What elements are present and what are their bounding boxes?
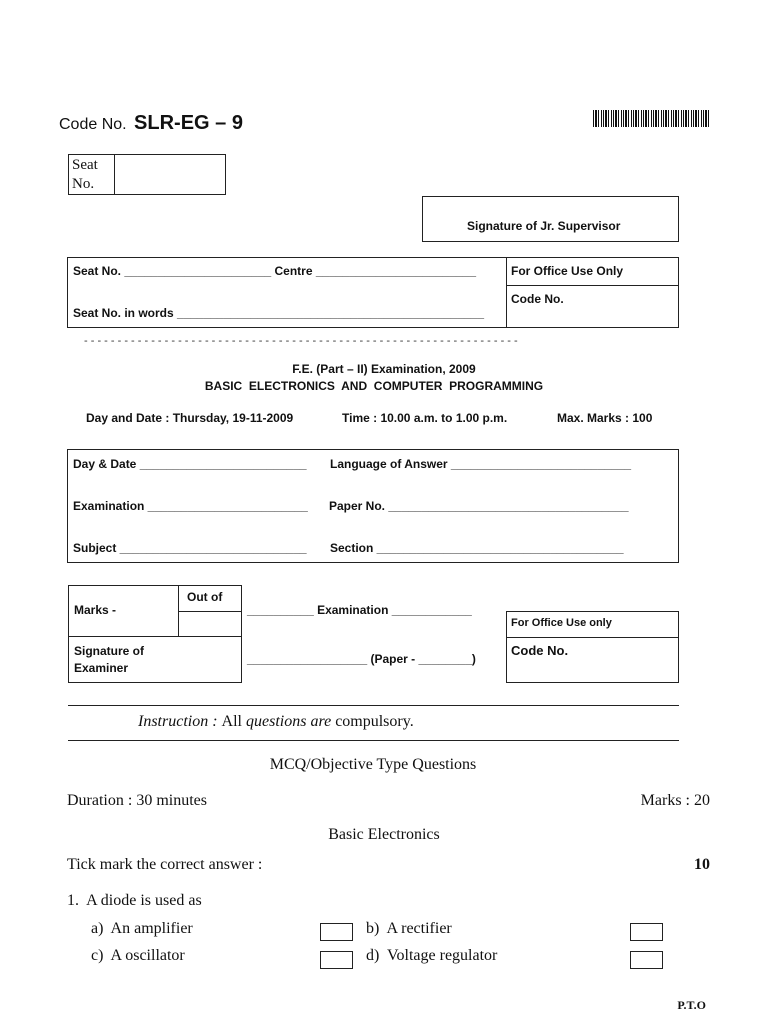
instruction-top-rule bbox=[68, 705, 679, 706]
duration: Duration : 30 minutes bbox=[67, 792, 207, 809]
examiner-signature-label: Signature of bbox=[74, 644, 145, 658]
instruction-compulsory: compulsory. bbox=[335, 713, 414, 730]
section-field[interactable]: Section _____________________________________ bbox=[330, 541, 624, 555]
instruction-label: Instruction : bbox=[138, 713, 222, 730]
examination-line-field[interactable]: __________ Examination ____________ bbox=[247, 603, 472, 617]
tick-instruction: Tick mark the correct answer : bbox=[67, 856, 263, 873]
tick-marks: 10 bbox=[694, 856, 710, 873]
marks-total: Marks : 20 bbox=[640, 792, 710, 809]
barcode-image bbox=[593, 110, 710, 127]
exam-subject: BASIC ELECTRONICS AND COMPUTER PROGRAMMING bbox=[204, 379, 544, 393]
seat-number-field[interactable] bbox=[117, 157, 222, 191]
page-turn-over: P.T.O bbox=[677, 998, 706, 1012]
code-number bbox=[59, 112, 243, 135]
exam-time: Time : 10.00 a.m. to 1.00 p.m. bbox=[342, 411, 508, 425]
option-c-checkbox[interactable] bbox=[320, 951, 353, 969]
option-b-checkbox[interactable] bbox=[630, 923, 663, 941]
marks-label: Marks - bbox=[74, 603, 117, 617]
subject-heading: Basic Electronics bbox=[328, 826, 440, 843]
exam-details-form bbox=[67, 449, 679, 563]
code-label: Code No. bbox=[59, 116, 127, 133]
instruction-middle: questions are bbox=[242, 713, 336, 730]
language-field[interactable]: Language of Answer ___________________________ bbox=[330, 457, 632, 471]
office-use-only-label: For Office Use only bbox=[511, 617, 612, 629]
seat-no-label: No. bbox=[72, 176, 95, 192]
option-d-checkbox[interactable] bbox=[630, 951, 663, 969]
seat-number-box bbox=[68, 154, 226, 195]
exam-day-date: Day and Date : Thursday, 19-11-2009 bbox=[86, 411, 294, 425]
day-date-field[interactable]: Day & Date _________________________ bbox=[73, 457, 307, 471]
marks-field[interactable] bbox=[180, 613, 240, 635]
subject-field[interactable]: Subject ____________________________ bbox=[73, 541, 307, 555]
office-use-label: For Office Use Only bbox=[511, 264, 624, 278]
exam-max-marks: Max. Marks : 100 bbox=[557, 411, 653, 425]
seat-info-form bbox=[67, 257, 679, 328]
marks-table bbox=[68, 585, 242, 683]
exam-title: F.E. (Part – II) Examination, 2009 bbox=[292, 362, 476, 376]
office-code-no-label: Code No. bbox=[511, 643, 569, 658]
code-value: SLR-EG – 9 bbox=[134, 112, 243, 134]
dashed-divider: - - - - - - - - - - - - - - - - - - - - - - - - - - - - - - - - - - - - - - - - - - - - - - - - - - - - - - - - - - - - - - - - - bbox=[84, 335, 518, 347]
examination-field[interactable]: Examination ________________________ bbox=[73, 499, 308, 513]
instruction bbox=[138, 713, 414, 731]
paper-no-field[interactable]: Paper No. ____________________________________ bbox=[329, 499, 629, 513]
section-title: MCQ/Objective Type Questions bbox=[269, 756, 477, 773]
option-a-label: a) An amplifier bbox=[91, 920, 193, 937]
office-use-box bbox=[506, 611, 679, 683]
option-b-label: b) A rectifier bbox=[366, 920, 452, 937]
seat-words-field[interactable]: Seat No. in words ______________________________________________ bbox=[73, 306, 485, 320]
supervisor-signature-box[interactable] bbox=[422, 196, 679, 242]
option-a-checkbox[interactable] bbox=[320, 923, 353, 941]
supervisor-signature-label: Signature of Jr. Supervisor bbox=[467, 219, 621, 233]
office-code-label: Code No. bbox=[511, 292, 564, 306]
instruction-bottom-rule bbox=[68, 740, 679, 741]
question-1: 1. A diode is used as bbox=[67, 892, 202, 909]
out-of-label: Out of bbox=[187, 590, 223, 604]
paper-line-field[interactable]: __________________ (Paper - ________) bbox=[247, 652, 476, 666]
seat-centre-field[interactable]: Seat No. ______________________ Centre ________________________ bbox=[73, 264, 477, 278]
instruction-all: All bbox=[221, 713, 242, 730]
option-d-label: d) Voltage regulator bbox=[366, 947, 498, 964]
option-c-label: c) A oscillator bbox=[91, 947, 185, 964]
examiner-label: Examiner bbox=[74, 661, 129, 675]
seat-label: Seat bbox=[72, 157, 98, 173]
